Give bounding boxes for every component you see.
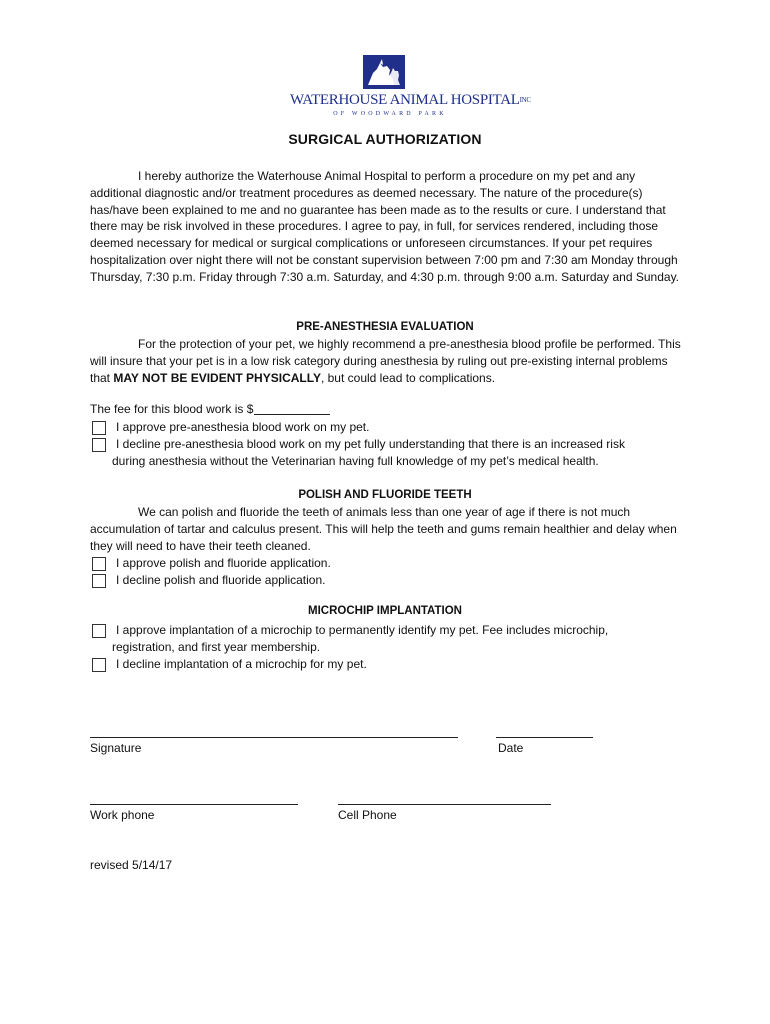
- signature-line[interactable]: [90, 737, 458, 738]
- signature-label: Signature: [90, 741, 142, 755]
- revision-date: revised 5/14/17: [90, 858, 173, 872]
- polish-heading: POLISH AND FLUORIDE TEETH: [298, 489, 472, 501]
- pre-anesthesia-paragraph: For the protection of your pet, we highly recommend a pre-anesthesia blood profile be performed. This will insure that your pet is in a low risk category during anesthesia by ruling out pre-existing internal problems that MAY NOT BE EVIDENT PHYSICALLY, but could lead to complications.: [90, 337, 681, 385]
- fee-blank-field[interactable]: [254, 402, 330, 415]
- document-page: WATERHOUSE ANIMAL $HOSPITAL^{INC}$ OF WOODWARD PARK SURGICAL AUTHORIZATION I hereby authorize the Waterhouse Animal Hospital to perform a procedure on my pet and any additional diagnostic and/or treatment procedures as deemed necessary. The nature of the procedure(s) has/have been explained to me and no guarantee has been made as to the results or cure. I understand that there may be risk involved in these procedures. I agree to pay, in full, for services rendered, including those deemed necessary for medical or surgical complications or unforeseen circumstances. If your pet requires hospitalization over night there will not be constant supervision between 7:00 pm and 7:30 am Monday through Thursday, 7:30 p.m. Friday through 7:30 a.m. Saturday, and 4:30 p.m. through 9:00 a.m. Saturday and Sunday. PRE-ANESTHESIA EVALUATION For the protection of your pet, we highly recommend a pre-anesthesia blood profile be performed. This will insure that your pet is in a low risk category during anesthesia by ruling out pre-existing internal problems that MAY NOT BE EVIDENT PHYSICALLY, but could lead to complications. The fee for this blood work is $ I approve pre-anesthesia blood work on my pet. I decline pre-anesthesia blood work on my pet fully understanding that there is an increased risk during anesthesia without the Veterinarian having full knowledge of my pet’s medical health. POLISH AND FLUORIDE TEETH We can polish and fluoride the teeth of animals less than one year of age if there is not much accumulation of tartar and calculus present. This will help the teeth and gums remain healthier and delay when they will need to have their teeth cleaned. I approve polish and fluoride application. I decline polish and fluoride application. MICROCHIP IMPLANTATION I approve implantation of a microchip to permanently identify my pet. Fee includes microchip, registration, and first year membership. I decline implantation of a microchip for my pet. Signature Date Work phone Cell Phone revised 5/14/17: [0, 0, 770, 1024]
- hospital-subtitle: OF WOODWARD PARK: [333, 111, 447, 117]
- approve-microchip-checkbox[interactable]: [92, 624, 106, 638]
- work-phone-line[interactable]: [90, 804, 298, 805]
- work-phone-label: Work phone: [90, 808, 155, 822]
- date-label: Date: [498, 741, 524, 755]
- emphasis-text: MAY NOT BE EVIDENT PHYSICALLY: [113, 370, 321, 385]
- microchip-heading: MICROCHIP IMPLANTATION: [308, 605, 462, 617]
- date-line[interactable]: [496, 737, 593, 738]
- decline-microchip-checkbox[interactable]: [92, 658, 106, 672]
- cell-phone-label: Cell Phone: [338, 808, 397, 822]
- decline-blood-work-checkbox[interactable]: [92, 438, 106, 452]
- polish-paragraph: We can polish and fluoride the teeth of animals less than one year of age if there is not much accumulation of tartar and calculus present. This will help the teeth and gums remain healthier and delay when they will need to have their teeth cleaned.: [90, 505, 677, 553]
- intro-paragraph: I hereby authorize the Waterhouse Animal Hospital to perform a procedure on my pet and any additional diagnostic and/or treatment procedures as deemed necessary. The nature of the procedure(s) has/have been explained to me and no guarantee has been made as to the results or cure. I understand that there may be risk involved in these procedures. I agree to pay, in full, for services rendered, including those deemed necessary for medical or surgical complications or unforeseen circumstances. If your pet requires hospitalization over night there will not be constant supervision between 7:00 pm and 7:30 am Monday through Thursday, 7:30 p.m. Friday through 7:30 a.m. Saturday, and 4:30 p.m. through 9:00 a.m. Saturday and Sunday.: [90, 169, 680, 284]
- pre-anesthesia-heading: PRE-ANESTHESIA EVALUATION: [296, 321, 474, 333]
- hospital-logo: [290, 55, 531, 123]
- page-title: SURGICAL AUTHORIZATION: [288, 131, 482, 147]
- approve-polish-checkbox[interactable]: [92, 557, 106, 571]
- decline-polish-checkbox[interactable]: [92, 574, 106, 588]
- hospital-name: WATERHOUSE ANIMAL $HOSPITAL^{INC}$: [290, 92, 531, 108]
- dog-cat-logo-icon: [363, 55, 405, 89]
- blood-work-fee: The fee for this blood work is $: [90, 402, 330, 416]
- cell-phone-line[interactable]: [338, 804, 551, 805]
- approve-blood-work-checkbox[interactable]: [92, 421, 106, 435]
